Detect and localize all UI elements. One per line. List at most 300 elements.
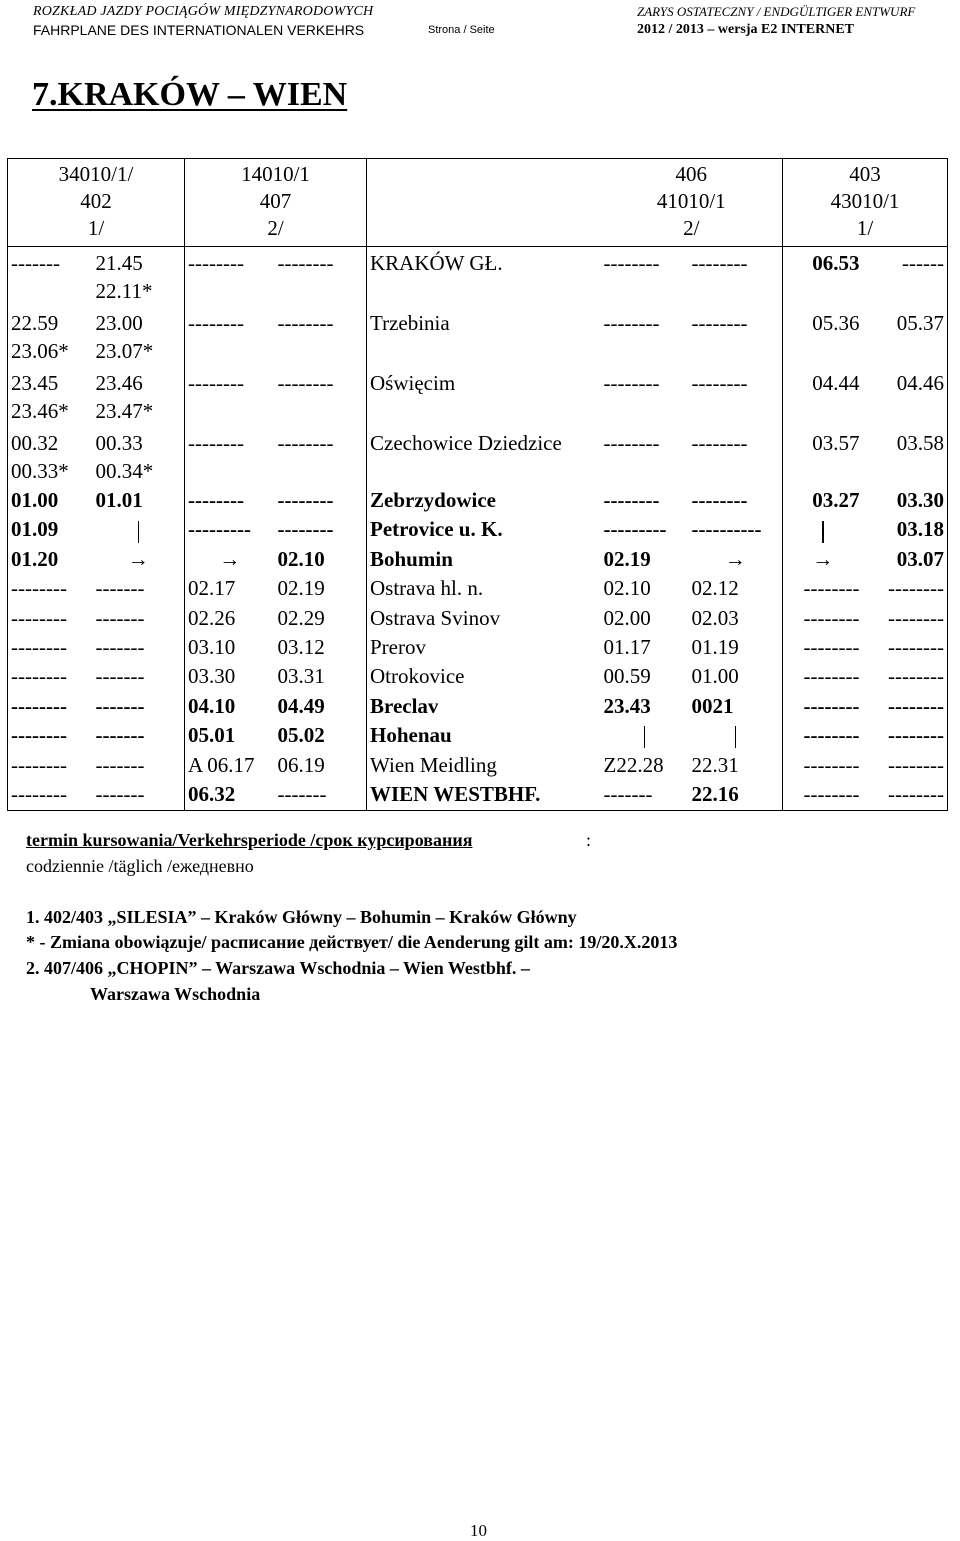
train-header-line: 402 [80,189,112,213]
cell-value: 02.10 [277,546,325,571]
table-row [8,752,948,781]
time-cell [863,781,948,811]
time-cell [8,693,93,722]
passes-through-bar [644,726,646,748]
time-cell [93,516,185,545]
table-row [8,427,948,487]
cell-value: -------- [277,371,334,395]
time-cell [863,546,948,575]
time-cell [689,427,783,487]
time-cell [93,693,185,722]
station-name [367,367,601,427]
cell-value: Zebrzydowice [370,488,496,512]
cell-value: -------- [11,781,67,806]
time-cell [8,663,93,692]
cell-value: Czechowice Dziedzice [370,431,562,455]
train-header-line: 1/ [856,216,874,240]
time-cell [185,427,275,487]
time-cell [185,247,275,308]
time-cell [275,427,367,487]
cell-value: Bohumin [370,546,453,571]
cell-value: -------- [277,251,334,275]
time-cell [863,634,948,663]
time-line: 23.46* [11,399,69,423]
cell-value: 04.10 [188,693,236,718]
time-cell [783,605,863,634]
cell-value: -------- [277,488,334,512]
arrow-right-icon: → [219,546,241,571]
cell-value: A 06.17 [188,752,255,777]
time-cell [275,634,367,663]
cell-value: -------- [277,311,334,335]
cell-value: 05.37 [896,311,944,335]
cell-value: 03.07 [896,546,944,571]
station-name [367,781,601,811]
station-name [367,634,601,663]
time-cell [601,781,689,811]
cell-value: 01.01 [95,488,143,512]
train-header-col1 [8,159,185,247]
cell-value: 03.30 [188,664,236,689]
cell-value: Ostrava Svinov [370,605,501,630]
time-line: 00.33 [95,431,143,455]
time-cell [689,605,783,634]
cell-value: -------- [888,576,944,601]
cell-value: Prerov [370,634,426,659]
time-cell [275,575,367,604]
time-cell [689,307,783,367]
cell-value: ------- [603,781,653,806]
cell-value: 04.46 [896,371,944,395]
time-cell [783,427,863,487]
time-cell [185,663,275,692]
time-cell [863,367,948,427]
time-cell [93,247,185,308]
cell-value: 02.12 [691,576,739,601]
cell-value: 04.44 [812,371,860,395]
time-cell [8,487,93,516]
cell-value: 22.16 [691,781,739,806]
station-header [367,159,601,247]
cell-value: -------- [888,664,944,689]
cell-value: ------- [95,605,145,630]
cell-value: -------- [11,605,67,630]
time-cell [8,605,93,634]
time-cell [8,427,93,487]
time-cell [689,722,783,751]
time-cell [689,546,783,575]
cell-value: 01.00 [691,664,739,689]
cell-value: -------- [803,664,860,689]
time-cell [185,693,275,722]
time-cell [601,516,689,545]
page-number: 10 [470,1521,487,1540]
station-name [367,663,601,692]
table-row [8,634,948,663]
time-line: 23.07* [95,339,154,363]
time-cell [8,575,93,604]
time-cell [275,781,367,811]
station-name [367,487,601,516]
time-cell [275,367,367,427]
cell-value: ------- [11,251,60,275]
station-name [367,307,601,367]
cell-value: 06.53 [812,251,860,275]
time-cell [783,247,863,308]
cell-value: -------- [803,781,860,806]
cell-value: 05.36 [812,311,860,335]
cell-value: WIEN WESTBHF. [370,781,541,806]
cell-value: 02.19 [277,576,325,601]
time-cell [185,781,275,811]
cell-value: 01.19 [691,634,739,659]
time-cell [601,487,689,516]
table-row [8,546,948,575]
time-cell [601,307,689,367]
table-row [8,307,948,367]
cell-value: -------- [188,431,244,455]
cell-value: 06.32 [188,781,236,806]
cell-value: -------- [691,431,748,455]
time-cell [8,722,93,751]
cell-value: -------- [803,752,860,777]
time-cell [863,722,948,751]
period-label: termin kursowania/Verkehrsperiode /срок курсирования [26,830,473,850]
time-cell [185,546,275,575]
cell-value: 02.10 [603,576,651,601]
arrow-right-icon: → [724,546,746,571]
time-cell [689,663,783,692]
time-cell [783,307,863,367]
time-cell [8,752,93,781]
time-cell [601,722,689,751]
cell-value: 04.49 [277,693,325,718]
cell-value: ------- [95,781,145,806]
cell-value: Hohenau [370,723,452,748]
cell-value: 01.09 [11,517,59,542]
cell-value: -------- [888,634,944,659]
note-silesia: 1. 402/403 „SILESIA” – Kraków Główny – Bohumin – Kraków Główny [26,907,577,927]
cell-value: 05.01 [188,723,236,748]
cell-value: 05.02 [277,723,325,748]
time-cell [93,575,185,604]
time-cell [275,546,367,575]
time-cell [689,781,783,811]
time-cell [601,575,689,604]
time-cell [689,367,783,427]
train-header-line: 403 [849,162,881,186]
cell-value: -------- [188,311,244,335]
time-cell [93,663,185,692]
cell-value: 03.58 [896,431,944,455]
header-version-label: 2012 / 2013 – wersja E2 INTERNET [637,22,855,37]
time-cell [275,307,367,367]
table-row [8,487,948,516]
cell-value: -------- [888,693,944,718]
time-cell [863,693,948,722]
cell-value: -------- [603,251,660,275]
time-cell [689,487,783,516]
cell-value: -------- [277,431,334,455]
time-cell [783,722,863,751]
timetable [7,158,948,811]
time-cell [185,605,275,634]
train-header-line: 2/ [683,216,700,240]
cell-value: -------- [691,371,748,395]
time-cell [93,781,185,811]
time-cell [689,634,783,663]
time-cell [601,752,689,781]
train-header-line: 14010/1 [241,162,310,186]
train-header-line: 2/ [267,216,284,240]
cell-value: 03.12 [277,634,325,659]
cell-value: Breclav [370,693,439,718]
table-row [8,247,948,308]
time-line: 22.59 [11,311,59,335]
table-row [8,722,948,751]
cell-value: -------- [11,752,67,777]
time-cell [185,367,275,427]
station-name [367,247,601,308]
cell-value: -------- [691,311,748,335]
train-header-line: 407 [259,189,292,213]
time-line: 00.34* [95,459,154,483]
time-cell [689,693,783,722]
time-cell [783,663,863,692]
cell-value: Ostrava hl. n. [370,576,484,601]
time-cell [863,516,948,545]
period-colon: : [586,830,592,850]
header-draft-label: ZARYS OSTATECZNY / ENDGÜLTIGER ENTWURF [637,4,916,19]
cell-value: 02.00 [603,605,651,630]
time-cell [783,634,863,663]
time-cell [8,307,93,367]
passes-through-bar [735,726,737,748]
time-cell [783,367,863,427]
cell-value: -------- [888,723,944,748]
cell-value: 03.31 [277,664,325,689]
cell-value: 01.17 [603,634,651,659]
arrow-right-icon: → [812,546,834,571]
cell-value: ------- [95,752,145,777]
passes-through-bar [138,521,140,543]
cell-value: -------- [603,371,660,395]
cell-value: -------- [603,431,660,455]
cell-value: Oświęcim [370,371,456,395]
cell-value: 03.30 [896,488,944,512]
arrow-right-icon: → [127,546,149,571]
time-cell [8,546,93,575]
cell-value: -------- [888,752,944,777]
train-header-line: 41010/1 [656,189,726,213]
table-row [8,605,948,634]
time-cell [863,752,948,781]
cell-value: 02.19 [603,546,651,571]
cell-value: ---------- [691,517,762,542]
cell-value: -------- [691,488,748,512]
cell-value: Trzebinia [370,311,450,335]
cell-value: -------- [803,723,860,748]
time-cell [275,752,367,781]
time-cell [93,367,185,427]
time-cell [8,247,93,308]
cell-value: Otrokovice [370,664,465,689]
time-cell [863,487,948,516]
time-cell [689,752,783,781]
time-cell [185,575,275,604]
time-line: 00.33* [11,459,69,483]
header-title-polish: ROZKŁAD JAZDY POCIĄGÓW MIĘDZYNARODOWYCH [33,4,374,19]
time-cell [185,752,275,781]
time-cell [863,307,948,367]
time-line: 23.47* [95,399,154,423]
cell-value: -------- [188,251,244,275]
time-cell [601,634,689,663]
station-name [367,516,601,545]
time-cell [783,546,863,575]
time-line: 21.45 [95,251,143,275]
cell-value: Petrovice u. K. [370,517,503,542]
table-row [8,781,948,811]
time-cell [863,663,948,692]
time-line: 23.45 [11,371,59,395]
station-name [367,605,601,634]
cell-value: ------- [95,576,145,601]
train-header-line: 1/ [87,216,105,240]
time-cell [185,722,275,751]
header-page-label: Strona / Seite [428,24,495,36]
station-name [367,427,601,487]
cell-value: ------ [902,251,944,275]
time-cell [275,663,367,692]
table-row [8,693,948,722]
time-cell [863,427,948,487]
cell-value: -------- [188,488,244,512]
cell-value: Z22.28 [603,752,664,777]
cell-value: KRAKÓW GŁ. [370,251,503,275]
cell-value: -------- [11,576,67,601]
time-line: 00.32 [11,431,59,455]
time-cell [863,575,948,604]
time-cell [93,722,185,751]
passes-through-bar [822,521,824,543]
train-header-col4 [783,159,948,247]
time-cell [185,634,275,663]
cell-value: -------- [11,664,67,689]
time-cell [783,575,863,604]
time-cell [275,516,367,545]
note-chopin: 2. 407/406 „CHOPIN” – Warszawa Wschodnia – Wien Westbhf. – [26,958,530,978]
period-value: codziennie /täglich /ежедневно [26,856,254,876]
time-cell [185,487,275,516]
time-cell [275,605,367,634]
cell-value: --------- [603,517,667,542]
time-cell [185,307,275,367]
cell-value: -------- [277,517,334,542]
time-line: 22.11* [95,279,153,303]
cell-value: -------- [603,488,660,512]
cell-value: -------- [691,251,748,275]
header-title-german: FAHRPLANE DES INTERNATIONALEN VERKEHRS [33,22,365,38]
cell-value: 02.29 [277,605,325,630]
train-header-line: 43010/1 [830,189,900,213]
time-cell [863,605,948,634]
time-cell [93,546,185,575]
time-cell [8,516,93,545]
table-row [8,516,948,545]
station-name [367,546,601,575]
cell-value: 02.03 [691,605,739,630]
cell-value: -------- [11,693,67,718]
page-title: 7.KRAKÓW – WIEN [32,76,348,113]
time-cell [8,634,93,663]
table-row [8,367,948,427]
time-cell [601,546,689,575]
time-cell [689,247,783,308]
time-cell [601,427,689,487]
cell-value: ------- [277,781,327,806]
cell-value: Wien Meidling [370,752,497,777]
cell-value: -------- [803,693,860,718]
cell-value: -------- [803,605,860,630]
cell-value: ------- [95,634,145,659]
time-cell [8,781,93,811]
cell-value: 02.17 [188,576,236,601]
time-line: 23.00 [95,311,143,335]
cell-value: -------- [11,723,67,748]
train-header-line: 34010/1/ [58,162,134,186]
time-line: 23.46 [95,371,143,395]
cell-value: -------- [888,781,944,806]
train-header-col3 [601,159,783,247]
time-cell [783,516,863,545]
cell-value: 03.18 [896,517,944,542]
table-row [8,663,948,692]
cell-value: 02.26 [188,605,236,630]
train-header-col2 [185,159,367,247]
cell-value: -------- [188,371,244,395]
cell-value: 03.57 [812,431,860,455]
cell-value: -------- [603,311,660,335]
time-cell [93,634,185,663]
time-cell [185,516,275,545]
cell-value: --------- [188,517,251,542]
time-cell [601,605,689,634]
time-line: 23.06* [11,339,69,363]
time-cell [93,605,185,634]
cell-value: ------- [95,693,145,718]
time-cell [601,367,689,427]
station-name [367,575,601,604]
time-cell [689,516,783,545]
cell-value: ------- [95,723,145,748]
table-row [8,575,948,604]
time-cell [275,693,367,722]
cell-value: -------- [803,576,860,601]
time-cell [275,247,367,308]
cell-value: 03.10 [188,634,236,659]
cell-value: 06.19 [277,752,325,777]
station-name [367,722,601,751]
time-cell [601,247,689,308]
time-cell [601,663,689,692]
station-name [367,693,601,722]
cell-value: 00.59 [603,664,651,689]
train-header-line: 406 [675,162,707,186]
time-cell [783,781,863,811]
cell-value: 03.27 [812,488,860,512]
time-cell [783,693,863,722]
